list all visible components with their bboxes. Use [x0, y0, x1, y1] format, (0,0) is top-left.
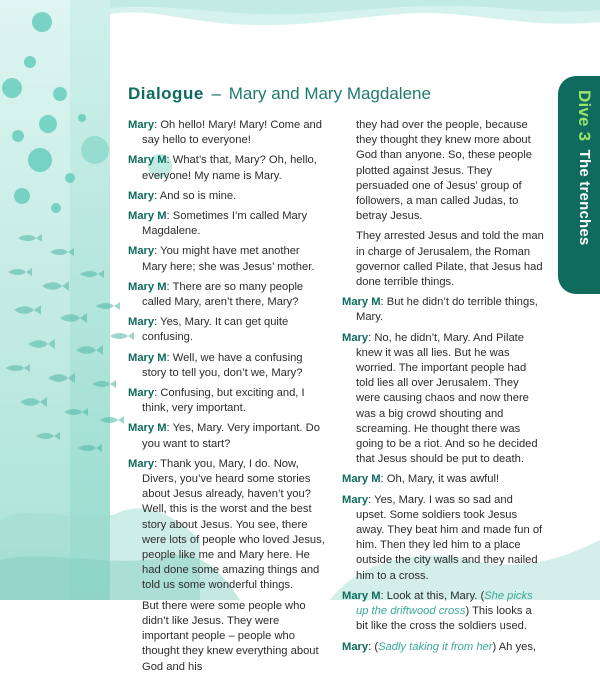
heading-label: Dialogue [128, 84, 204, 103]
heading-dash: – [211, 84, 221, 103]
page-heading [128, 84, 431, 104]
speaker-separator: : [166, 422, 173, 435]
speaker-separator: : [368, 640, 375, 653]
speaker-separator: : [154, 119, 161, 131]
dialogue-text: You might have met another Mary here; she was Jesus’ mother. [142, 245, 315, 273]
dialogue-text: What’s that, Mary? Oh, hello, everyone! My name is Mary. [142, 154, 317, 182]
section-tab-label [574, 90, 594, 245]
speaker-name: Mary M [128, 280, 167, 293]
speaker-name: Mary M [128, 210, 167, 223]
speaker-name: Mary [128, 245, 155, 258]
dialogue-line [128, 244, 326, 274]
speaker-name: Mary [128, 119, 155, 131]
dialogue-line [128, 118, 326, 148]
left-column [128, 118, 326, 680]
speaker-separator: : [380, 296, 387, 309]
speaker-separator: : [154, 189, 160, 202]
right-column [342, 118, 544, 660]
dialogue-text-after: ) Ah yes, [492, 640, 537, 653]
speaker-name: Mary M [342, 473, 381, 486]
dialogue-line [128, 351, 326, 381]
dialogue-line [342, 472, 544, 487]
speaker-name: Mary M [342, 589, 381, 602]
dialogue-line [342, 589, 544, 635]
dialogue-text: Oh, Mary, it was awful! [386, 473, 500, 486]
dialogue-text: Sometimes I’m called Mary Magdalene. [142, 210, 308, 238]
speaker-separator: : [166, 154, 173, 167]
dialogue-line [128, 457, 326, 594]
dialogue-text: Confusing, but exciting and, I think, very important. [142, 387, 305, 415]
speaker-separator: : [154, 457, 161, 470]
speaker-name: Mary M [128, 351, 167, 364]
dialogue-line [128, 421, 326, 451]
dialogue-text: Oh hello! Mary! Mary! Come and say hello to everyone! [142, 119, 322, 147]
speaker-name: Mary [128, 387, 155, 400]
dialogue-text: Look at this, Mary. ( [386, 589, 485, 602]
dialogue-line [128, 189, 326, 204]
speaker-name: Mary [342, 493, 369, 506]
speaker-separator: : [368, 331, 375, 344]
dialogue-line [128, 280, 326, 310]
speaker-name: Mary [128, 316, 155, 329]
dialogue-text-after: ) This looks a bit like the cross the soldiers used. [356, 605, 532, 633]
speaker-separator: : [166, 351, 173, 364]
dialogue-line [342, 493, 544, 584]
speaker-name: Mary [128, 457, 155, 470]
speaker-separator: : [166, 280, 173, 293]
dialogue-text: Well, we have a confusing story to tell you, don’t we, Mary? [142, 351, 303, 379]
speaker-separator: : [380, 473, 387, 486]
dialogue-line [128, 386, 326, 416]
speaker-name: Mary [342, 331, 369, 344]
speaker-separator: : [368, 493, 375, 506]
dialogue-line [342, 295, 544, 325]
dialogue-continuation: They arrested Jesus and told the man in charge of Jerusalem, the Roman governor called Pilate, that Jesus had done terrible things. [356, 230, 544, 289]
dialogue-text: But he didn’t do terrible things, Mary. [356, 296, 538, 324]
speaker-name: Mary M [342, 296, 381, 309]
dialogue-text: Yes, Mary. It can get quite confusing. [142, 316, 289, 344]
dialogue-continuation: they had over the people, because they thought they knew more about God than anyone. So, these people plotted against Jesus. They persuaded one of Jesus’ group of followers, a man called Judas, to betray Jesus. [356, 119, 533, 223]
dialogue-continuation: But there were some people who didn’t like Jesus. They were important people – people who thought they knew everything about God and his [142, 599, 319, 673]
speaker-name: Mary M [128, 154, 167, 167]
dialogue-line [128, 153, 326, 183]
dialogue-text: Thank you, Mary, I do. Now, Divers, you’ve heard some stories about Jesus already, haven’t you? Well, this is the worst and the best story about Jesus. You see, there were lots of people who loved Jesus, people like me and Mary here. He had done some amazing things and told us some wonderful things. [142, 457, 325, 592]
dive-title: The trenches [576, 149, 593, 246]
speaker-separator: : [380, 589, 387, 602]
dialogue-text: There are so many people called Mary, aren’t there, Mary? [142, 280, 304, 309]
dialogue-line [128, 315, 326, 345]
dialogue-line [342, 331, 544, 468]
dialogue-text: ( [374, 640, 379, 653]
dialogue-text: No, he didn’t, Mary. And Pilate knew it was all lies. But he was worried. The important people had told lies all over Jerusalem. They were causing chaos and now there was a big crowd shouting and screaming. He thought there was going to be a riot. And so he decided that Jesus should be put to death. [356, 331, 538, 466]
heading-title: Mary and Mary Magdalene [228, 84, 431, 103]
speaker-separator: : [154, 316, 161, 329]
stage-direction: She picks up the driftwood cross [356, 589, 533, 618]
dialogue-line [128, 209, 326, 239]
speaker-name: Mary [128, 189, 155, 202]
dialogue-text: And so is mine. [159, 189, 237, 202]
speaker-separator: : [166, 210, 173, 223]
speaker-separator: : [154, 387, 161, 400]
speaker-name: Mary [342, 640, 369, 653]
stage-direction: Sadly taking it from her [378, 640, 493, 653]
speaker-separator: : [154, 245, 161, 258]
speaker-name: Mary M [128, 422, 167, 435]
dialogue-text: Yes, Mary. Very important. Do you want to start? [142, 422, 320, 450]
dialogue-line [342, 640, 544, 655]
dive-number: Dive 3 [575, 90, 594, 142]
dialogue-text: Yes, Mary. I was so sad and upset. Some soldiers took Jesus away. They beat him and made fun of him. Then they led him to a place outside the city walls and they nailed him to a cross. [356, 493, 543, 582]
